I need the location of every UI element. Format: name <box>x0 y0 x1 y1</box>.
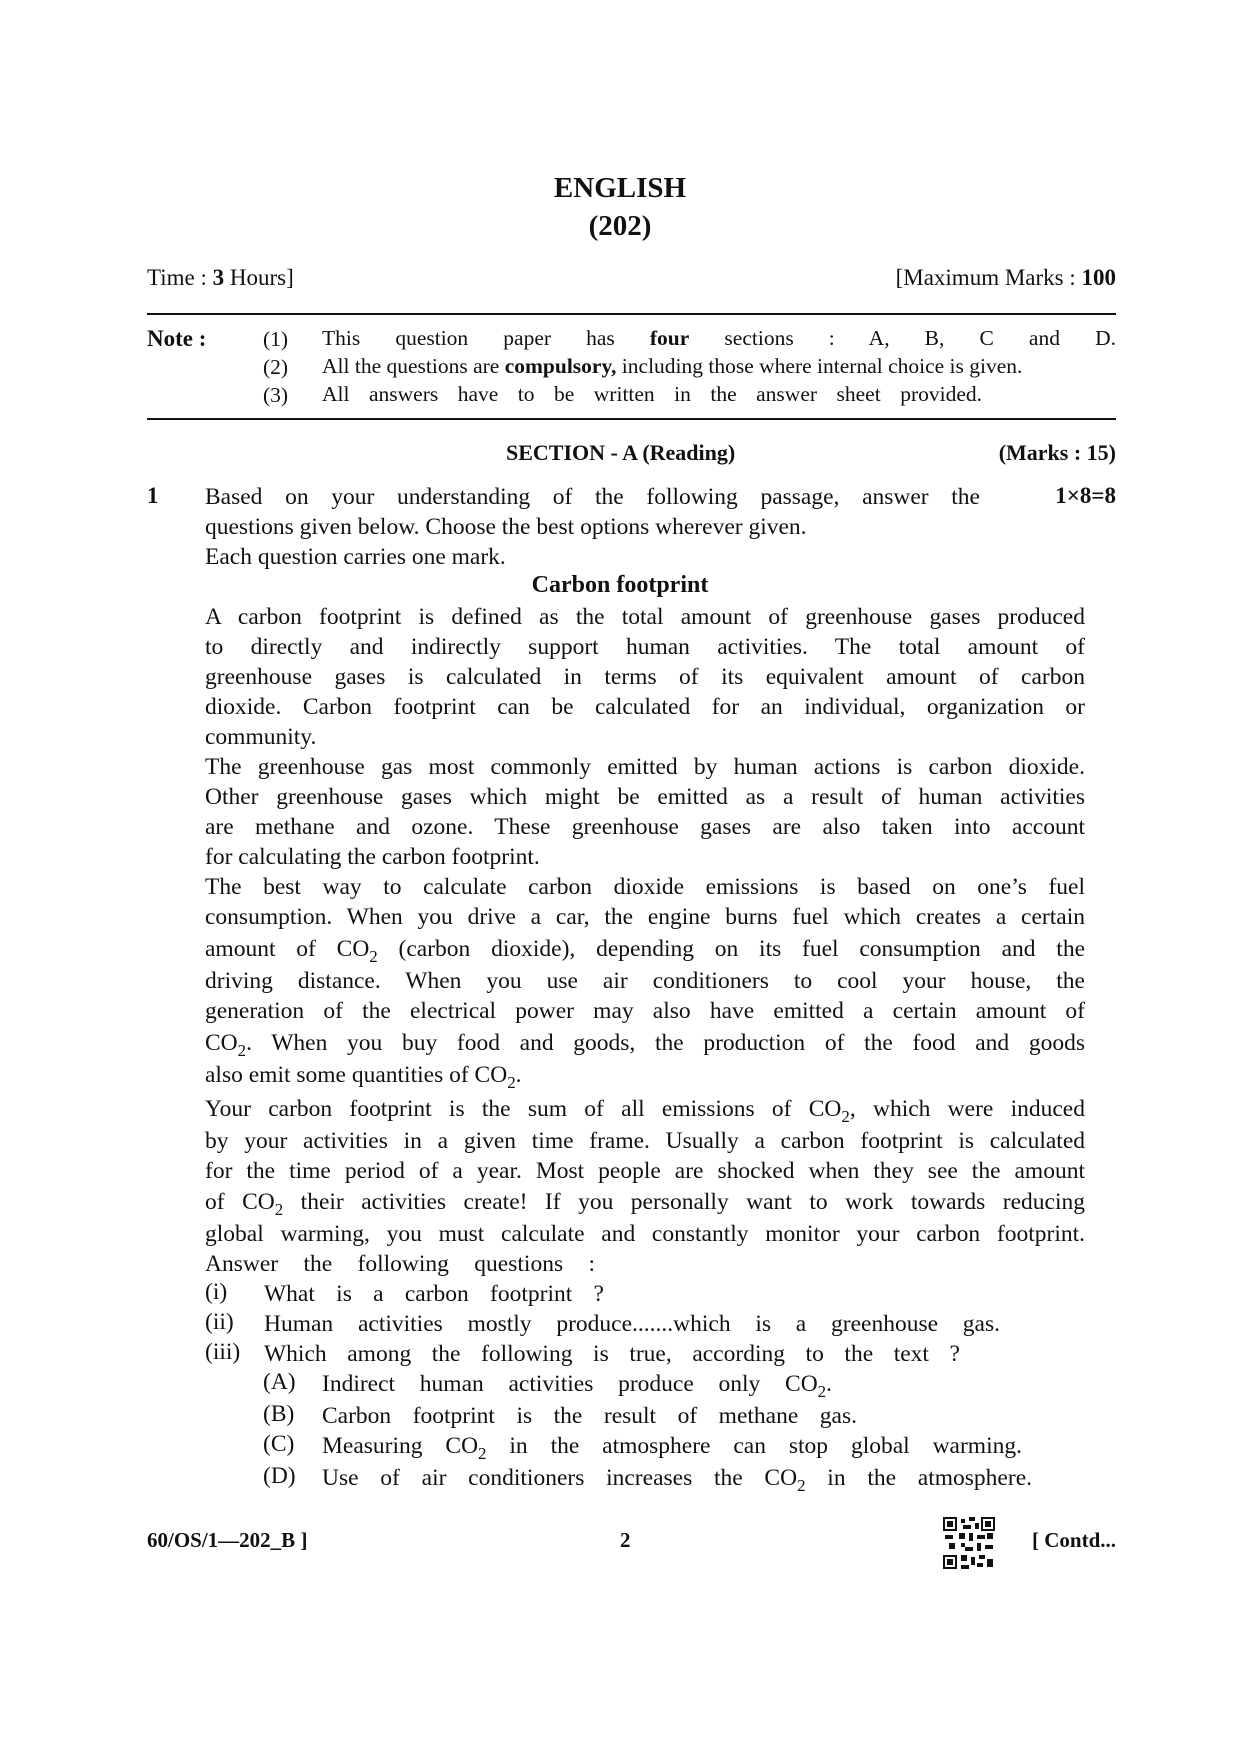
option-letter: (B) <box>263 1401 295 1427</box>
passage-line: generation of the electrical power may also have emitted a certain amount of <box>205 998 1085 1024</box>
option-b-text: Carbon footprint is the result of methane gas. <box>322 1403 857 1429</box>
passage-line: Other greenhouse gases which might be emitted as a result of human activities <box>205 784 1085 810</box>
answer-prompt: Answer the following questions : <box>205 1251 595 1277</box>
passage-line: of $CO_2$ their activities create! If you personally want to work towards reducing <box>205 1189 1086 1219</box>
passage-line: also emit some quantities of $CO_2$. <box>205 1062 522 1092</box>
time-allowed: Time : 3 Hours] <box>147 265 294 290</box>
continued-label: [ Contd... <box>1031 1528 1116 1552</box>
note-item-2: All the questions are compulsory, including those where internal choice is given. <box>322 354 1023 378</box>
instruction-line: questions given below. Choose the best options wherever given. <box>205 514 807 540</box>
subquestion-num: (ii) <box>205 1309 234 1335</box>
footer-paper-code: 60/OS/1—202_B ] <box>147 1528 308 1552</box>
qr-code-icon <box>943 1517 995 1569</box>
passage-line: A carbon footprint is defined as the total amount of greenhouse gases produced <box>205 604 1085 630</box>
top-rule <box>147 313 1116 315</box>
passage-line: driving distance. When you use air conditioners to cool your house, the <box>205 968 1085 994</box>
maximum-marks: [Maximum Marks : 100 <box>895 265 1116 290</box>
option-letter: (C) <box>263 1431 295 1457</box>
note-item-num-2: (2) <box>263 355 289 379</box>
note-item-num-1: (1) <box>263 327 289 351</box>
instruction-line: Based on your understanding of the following passage, answer the <box>205 484 980 510</box>
subject-title: ENGLISH <box>553 172 687 204</box>
subquestion-num: (i) <box>205 1279 228 1305</box>
passage-line: community. <box>205 724 317 750</box>
passage-line: are methane and ozone. These greenhouse gases are also taken into account <box>205 814 1085 840</box>
passage-line: to directly and indirectly support human activities. The total amount of <box>205 634 1085 660</box>
passage-line: greenhouse gases is calculated in terms of its equivalent amount of carbon <box>205 664 1085 690</box>
bottom-rule <box>147 418 1116 420</box>
note-item-3: All answers have to be written in the answer sheet provided. <box>322 382 982 406</box>
passage-title: Carbon footprint <box>531 572 709 598</box>
passage-line: The best way to calculate carbon dioxide emissions is based on one’s fuel <box>205 874 1085 900</box>
section-title: SECTION - A (Reading) <box>506 440 736 465</box>
note-item-1: This question paper has four sections : A, B, C and D. <box>322 326 1116 350</box>
subquestion-text: Human activities mostly produce.......which is a greenhouse gas. <box>264 1311 1000 1337</box>
option-c-text: Measuring $CO_2$ in the atmosphere can stop global warming. <box>322 1433 1022 1463</box>
subquestion-text: What is a carbon footprint ? <box>264 1281 604 1307</box>
option-a-text: Indirect human activities produce only $CO_2$. <box>322 1371 832 1401</box>
passage-line: for calculating the carbon footprint. <box>205 844 540 870</box>
note-label: Note : <box>147 326 207 351</box>
subquestion-num: (iii) <box>205 1339 241 1365</box>
passage-line: global warming, you must calculate and constantly monitor your carbon footprint. <box>205 1221 1085 1247</box>
instruction-line: Each question carries one mark. <box>205 544 506 570</box>
passage-line: The greenhouse gas most commonly emitted by human actions is carbon dioxide. <box>205 754 1085 780</box>
note-item-num-3: (3) <box>263 383 289 407</box>
passage-line: amount of $CO_2$ (carbon dioxide), depending on its fuel consumption and the <box>205 936 1085 966</box>
option-d-text: Use of air conditioners increases the $CO_2$ in the atmosphere. <box>322 1465 1032 1495</box>
section-marks: (Marks : 15) <box>998 440 1116 465</box>
subquestion-text: Which among the following is true, according to the text ? <box>264 1341 960 1367</box>
passage-line: $CO_2$. When you buy food and goods, the production of the food and goods <box>205 1030 1085 1060</box>
passage-line: for the time period of a year. Most people are shocked when they see the amount <box>205 1158 1085 1184</box>
option-letter: (D) <box>263 1463 296 1489</box>
page-number: 2 <box>620 1528 631 1552</box>
question-number: 1 <box>147 483 159 508</box>
question-marks: 1×8=8 <box>1055 483 1116 508</box>
subject-code: (202) <box>588 210 652 242</box>
passage-line: Your carbon footprint is the sum of all emissions of $CO_2$, which were induced <box>205 1096 1085 1126</box>
passage-line: by your activities in a given time frame. Usually a carbon footprint is calculated <box>205 1128 1085 1154</box>
option-letter: (A) <box>263 1369 296 1395</box>
passage-line: consumption. When you drive a car, the engine burns fuel which creates a certain <box>205 904 1085 930</box>
passage-line: dioxide. Carbon footprint can be calculated for an individual, organization or <box>205 694 1085 720</box>
